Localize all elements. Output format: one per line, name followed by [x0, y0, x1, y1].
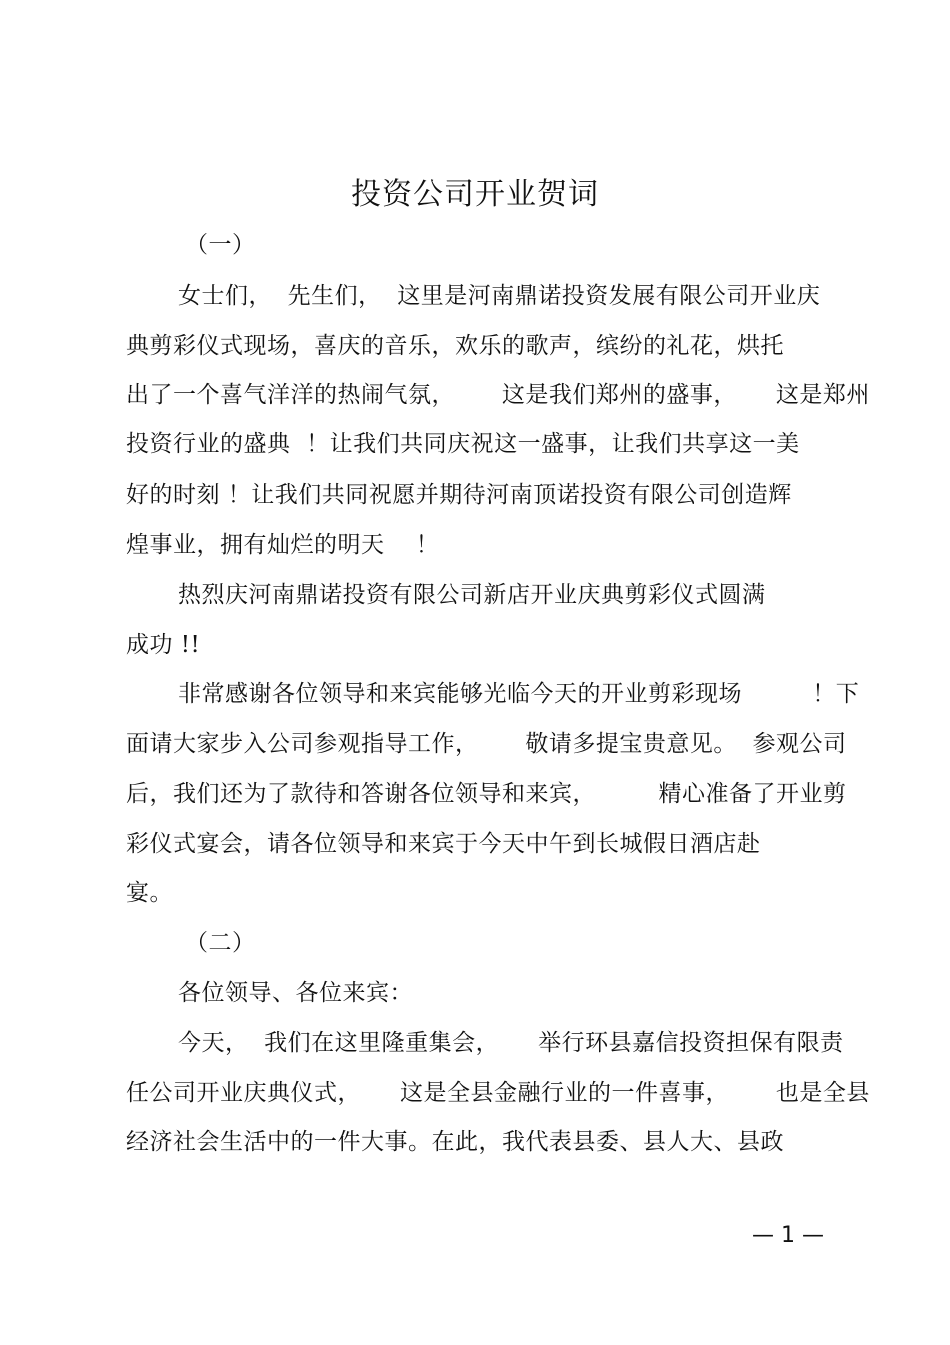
paragraph-line: 女士们， 先生们， 这里是河南鼎诺投资发展有限公司开业庆 [178, 283, 821, 309]
document-title: 投资公司开业贺词 [351, 177, 599, 212]
paragraph-line: 热烈庆河南鼎诺投资有限公司新店开业庆典剪彩仪式圆满 [178, 582, 766, 608]
paragraph-line: 今天， 我们在这里隆重集会， 举行环县嘉信投资担保有限责 [178, 1030, 844, 1056]
paragraph-line: 典剪彩仪式现场，喜庆的音乐，欢乐的歌声，缤纷的礼花，烘托 [126, 333, 784, 359]
paragraph-line: 成功 !! [126, 632, 201, 658]
paragraph-line: 非常感谢各位领导和来宾能够光临今天的开业剪彩现场 ！下 [178, 681, 860, 707]
paragraph-line: 任公司开业庆典仪式， 这是全县金融行业的一件喜事， 也是全县 [126, 1080, 870, 1106]
paragraph-line: 煌事业，拥有灿烂的明天 ！ [126, 532, 440, 558]
paragraph-line: 投资行业的盛典 ！让我们共同庆祝这一盛事，让我们共享这一美 [126, 431, 800, 457]
section-heading-1: （一） [185, 232, 256, 258]
section-heading-2: （二） [185, 930, 256, 956]
paragraph-line: 出了一个喜气洋洋的热闹气氛， 这是我们郑州的盛事， 这是郑州 [126, 382, 870, 408]
paragraph-line: 彩仪式宴会，请各位领导和来宾于今天中午到长城假日酒店赴 [126, 831, 761, 857]
paragraph-line: 面请大家步入公司参观指导工作， 敬请多提宝贵意见。 参观公司 [126, 731, 847, 757]
page-number: — 1 — [752, 1223, 824, 1248]
paragraph-line: 各位领导、各位来宾： [178, 980, 413, 1006]
paragraph-line: 宴。 [126, 880, 173, 906]
paragraph-line: 后，我们还为了款待和答谢各位领导和来宾， 精心准备了开业剪 [126, 781, 847, 807]
paragraph-line: 经济社会生活中的一件大事。在此，我代表县委、县人大、县政 [126, 1129, 784, 1155]
paragraph-line: 好的时刻 ！让我们共同祝愿并期待河南顶诺投资有限公司创造辉 [126, 482, 792, 508]
